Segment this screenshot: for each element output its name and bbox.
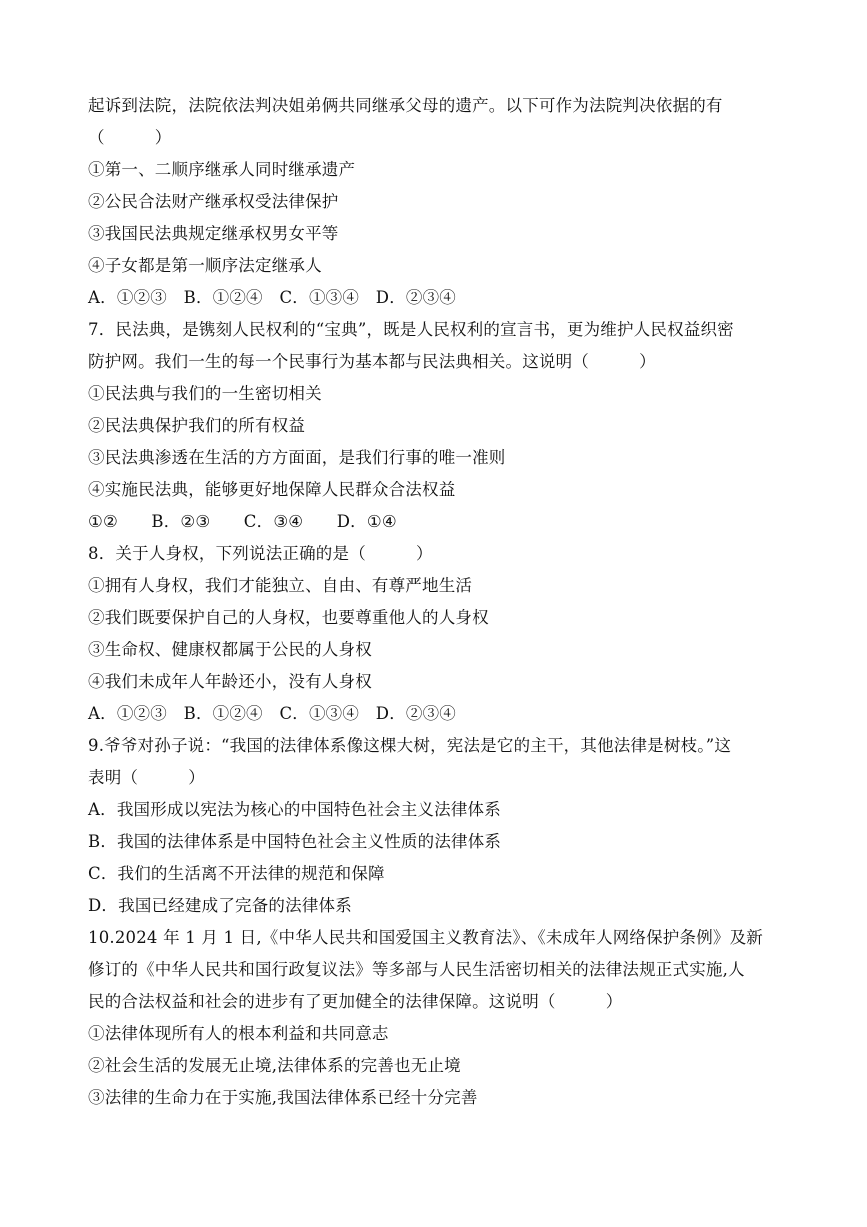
q9-option-b: B．我国的法律体系是中国特色社会主义性质的法律体系 <box>88 832 502 851</box>
q6-statement-1: ①第一、二顺序继承人同时继承遗产 <box>88 160 356 179</box>
q8-stem: 8．关于人身权，下列说法正确的是（ ） <box>88 544 433 563</box>
q9-stem-line-1: 9.爷爷对孙子说：“我国的法律体系像这棵大树，宪法是它的主干，其他法律是树枝。”这 <box>88 736 732 755</box>
q9-option-d: D．我国已经建成了完备的法律体系 <box>88 896 352 915</box>
q8-statement-1: ①拥有人身权，我们才能独立、自由、有尊严地生活 <box>88 576 473 595</box>
q6-options: A．①②③ B．①②④ C．①③④ D．②③④ <box>88 288 456 307</box>
q8-statement-4: ④我们未成年人年龄还小，没有人身权 <box>88 672 372 691</box>
q6-statement-2: ②公民合法财产继承权受法律保护 <box>88 192 339 211</box>
q9-option-c: C．我们的生活离不开法律的规范和保障 <box>88 864 385 883</box>
q9-stem-line-2: 表明（ ） <box>88 768 205 787</box>
q7-statement-3: ③民法典渗透在生活的方方面面，是我们行事的唯一准则 <box>88 448 506 467</box>
q7-statement-2: ②民法典保护我们的所有权益 <box>88 416 306 435</box>
q9-option-a: A．我国形成以宪法为核心的中国特色社会主义法律体系 <box>88 800 501 819</box>
q10-statement-2: ②社会生活的发展无止境,法律体系的完善也无止境 <box>88 1056 461 1075</box>
q7-stem-line-1: 7．民法典，是镌刻人民权利的“宝典”，既是人民权利的宣言书，更为维护人民权益织密 <box>88 320 734 339</box>
q6-stem-line: 起诉到法院，法院依法判决姐弟俩共同继承父母的遗产。以下可作为法院判决依据的有 <box>88 96 723 115</box>
document-body <box>88 90 788 1114</box>
q6-statement-3: ③我国民法典规定继承权男女平等 <box>88 224 339 243</box>
q7-options: ①② B．②③ C．③④ D．①④ <box>88 512 397 531</box>
q7-stem-line-2: 防护网。我们一生的每一个民事行为基本都与民法典相关。这说明（ ） <box>88 352 656 371</box>
q10-stem-line-3: 民的合法权益和社会的进步有了更加健全的法律保障。这说明（ ） <box>88 992 623 1011</box>
q8-statement-3: ③生命权、健康权都属于公民的人身权 <box>88 640 372 659</box>
q8-statement-2: ②我们既要保护自己的人身权，也要尊重他人的人身权 <box>88 608 489 627</box>
q6-answer-blank: （ ） <box>88 128 172 147</box>
q10-stem-line-1: 10.2024 年 1 月 1 日,《中华人民共和国爱国主义教育法》、《未成年人网络保护条例》及新 <box>88 928 763 947</box>
q10-statement-3: ③法律的生命力在于实施,我国法律体系已经十分完善 <box>88 1088 478 1107</box>
q7-statement-1: ①民法典与我们的一生密切相关 <box>88 384 322 403</box>
q10-statement-1: ①法律体现所有人的根本利益和共同意志 <box>88 1024 389 1043</box>
q8-options: A．①②③ B．①②④ C．①③④ D．②③④ <box>88 704 456 723</box>
q10-stem-line-2: 修订的《中华人民共和国行政复议法》等多部与人民生活密切相关的法律法规正式实施,人 <box>88 960 745 979</box>
q7-statement-4: ④实施民法典，能够更好地保障人民群众合法权益 <box>88 480 456 499</box>
q6-statement-4: ④子女都是第一顺序法定继承人 <box>88 256 322 275</box>
